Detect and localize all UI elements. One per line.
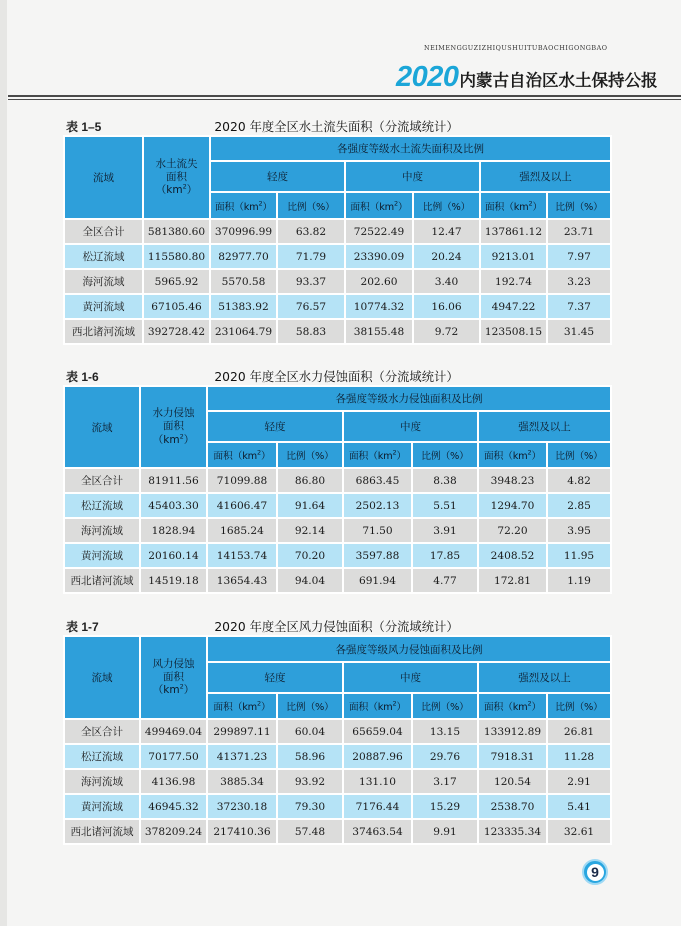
col-header-moderate: 中度 bbox=[343, 411, 478, 442]
table-block-1-6 bbox=[63, 367, 610, 594]
col-header-basin: 流域 bbox=[64, 136, 143, 219]
table-title: 2020 年度全区水力侵蚀面积（分流域统计） bbox=[214, 370, 459, 384]
table-title: 2020 年度全区水土流失面积（分流域统计） bbox=[214, 120, 459, 134]
col-header-moderate: 中度 bbox=[343, 662, 478, 693]
col-header-basin: 流域 bbox=[64, 386, 140, 468]
table-row: 松辽流域 45403.30 41606.47 91.64 2502.13 5.51 1294.70 2.85 bbox=[64, 493, 611, 518]
col-header-group: 各强度等级水土流失面积及比例 bbox=[210, 136, 611, 161]
col-header-light: 轻度 bbox=[207, 662, 343, 693]
col-header-area: 面积$(km^2)$ bbox=[478, 442, 547, 468]
data-table-wind-erosion bbox=[63, 635, 612, 845]
table-block-1-7 bbox=[63, 617, 610, 845]
table-caption bbox=[63, 117, 610, 135]
col-header-area: 面积$(km^2)$ bbox=[480, 192, 547, 219]
header-subtitle: NEIMENGGUZIZHIQUSHUITUBAOCHIGONGBAO bbox=[424, 44, 608, 52]
table-caption bbox=[63, 367, 610, 385]
header-title bbox=[396, 63, 658, 92]
header-publication-name: 内蒙古自治区水土保持公报 bbox=[459, 71, 658, 90]
header-rule-thin bbox=[8, 99, 681, 100]
col-header-moderate: 中度 bbox=[345, 161, 480, 192]
header-year: 2020 bbox=[396, 61, 459, 93]
col-header-area: 面积$(km^2)$ bbox=[478, 693, 547, 719]
table-row: 松辽流域 70177.50 41371.23 58.96 20887.96 29.76 7918.31 11.28 bbox=[64, 744, 611, 769]
col-header-area: 面积$(km^2)$ bbox=[343, 693, 412, 719]
table-title: 2020 年度全区风力侵蚀面积（分流域统计） bbox=[214, 620, 459, 634]
table-row: 全区合计 581380.60 370996.99 63.82 72522.49 12.47 137861.12 23.71 bbox=[64, 219, 611, 244]
table-row: 海河流域 4136.98 3885.34 93.92 131.10 3.17 120.54 2.91 bbox=[64, 769, 611, 794]
table-number: 表 1–5 bbox=[66, 120, 102, 134]
col-header-ratio: 比例（%） bbox=[547, 693, 611, 719]
col-header-ratio: 比例（%） bbox=[412, 693, 478, 719]
col-header-ratio: 比例（%） bbox=[277, 693, 343, 719]
col-header-ratio: 比例（%） bbox=[277, 442, 343, 468]
header-rule bbox=[8, 95, 681, 97]
table-row: 西北诸河流域 14519.18 13654.43 94.04 691.94 4.77 172.81 1.19 bbox=[64, 568, 611, 593]
table-row: 黄河流域 67105.46 51383.92 76.57 10774.32 16.06 4947.22 7.37 bbox=[64, 294, 611, 319]
col-header-group: 各强度等级水力侵蚀面积及比例 bbox=[207, 386, 611, 411]
col-header-light: 轻度 bbox=[210, 161, 345, 192]
col-header-total-area: 风力侵蚀 面积 $(km^2)$ bbox=[140, 636, 207, 719]
col-header-ratio: 比例（%） bbox=[547, 192, 611, 219]
table-row: 松辽流域 115580.80 82977.70 71.79 23390.09 20.24 9213.01 7.97 bbox=[64, 244, 611, 269]
col-header-ratio: 比例（%） bbox=[277, 192, 345, 219]
page-left-edge bbox=[0, 0, 7, 926]
table-block-1-5 bbox=[63, 117, 610, 345]
page-number-badge bbox=[582, 859, 608, 885]
table-row: 黄河流域 20160.14 14153.74 70.20 3597.88 17.85 2408.52 11.95 bbox=[64, 543, 611, 568]
table-row: 海河流域 5965.92 5570.58 93.37 202.60 3.40 192.74 3.23 bbox=[64, 269, 611, 294]
table-row: 全区合计 499469.04 299897.11 60.04 65659.04 13.15 133912.89 26.81 bbox=[64, 719, 611, 744]
table-number: 表 1-6 bbox=[66, 370, 99, 384]
col-header-group: 各强度等级风力侵蚀面积及比例 bbox=[207, 636, 611, 662]
col-header-severe: 强烈及以上 bbox=[478, 662, 611, 693]
col-header-ratio: 比例（%） bbox=[412, 442, 478, 468]
col-header-ratio: 比例（%） bbox=[413, 192, 480, 219]
page-number: 9 bbox=[587, 864, 604, 881]
col-header-total-area: 水土流失 面积 $(km^2)$ bbox=[143, 136, 210, 219]
table-row: 全区合计 81911.56 71099.88 86.80 6863.45 8.38 3948.23 4.82 bbox=[64, 468, 611, 493]
col-header-basin: 流域 bbox=[64, 636, 140, 719]
table-row: 西北诸河流域 392728.42 231064.79 58.83 38155.48 9.72 123508.15 31.45 bbox=[64, 319, 611, 344]
col-header-total-area: 水力侵蚀 面积 $(km^2)$ bbox=[140, 386, 207, 468]
col-header-ratio: 比例（%） bbox=[547, 442, 611, 468]
table-number: 表 1-7 bbox=[66, 620, 99, 634]
col-header-area: 面积$(km^2)$ bbox=[207, 693, 277, 719]
col-header-area: 面积$(km^2)$ bbox=[210, 192, 277, 219]
table-caption bbox=[63, 617, 610, 635]
col-header-area: 面积$(km^2)$ bbox=[345, 192, 413, 219]
data-table-soil-erosion bbox=[63, 135, 612, 345]
col-header-area: 面积$(km^2)$ bbox=[343, 442, 412, 468]
col-header-area: 面积$(km^2)$ bbox=[207, 442, 277, 468]
col-header-light: 轻度 bbox=[207, 411, 343, 442]
col-header-severe: 强烈及以上 bbox=[480, 161, 611, 192]
table-row: 海河流域 1828.94 1685.24 92.14 71.50 3.91 72.20 3.95 bbox=[64, 518, 611, 543]
table-row: 西北诸河流域 378209.24 217410.36 57.48 37463.54 9.91 123335.34 32.61 bbox=[64, 819, 611, 844]
col-header-severe: 强烈及以上 bbox=[478, 411, 611, 442]
data-table-water-erosion bbox=[63, 385, 612, 594]
table-row: 黄河流域 46945.32 37230.18 79.30 7176.44 15.29 2538.70 5.41 bbox=[64, 794, 611, 819]
